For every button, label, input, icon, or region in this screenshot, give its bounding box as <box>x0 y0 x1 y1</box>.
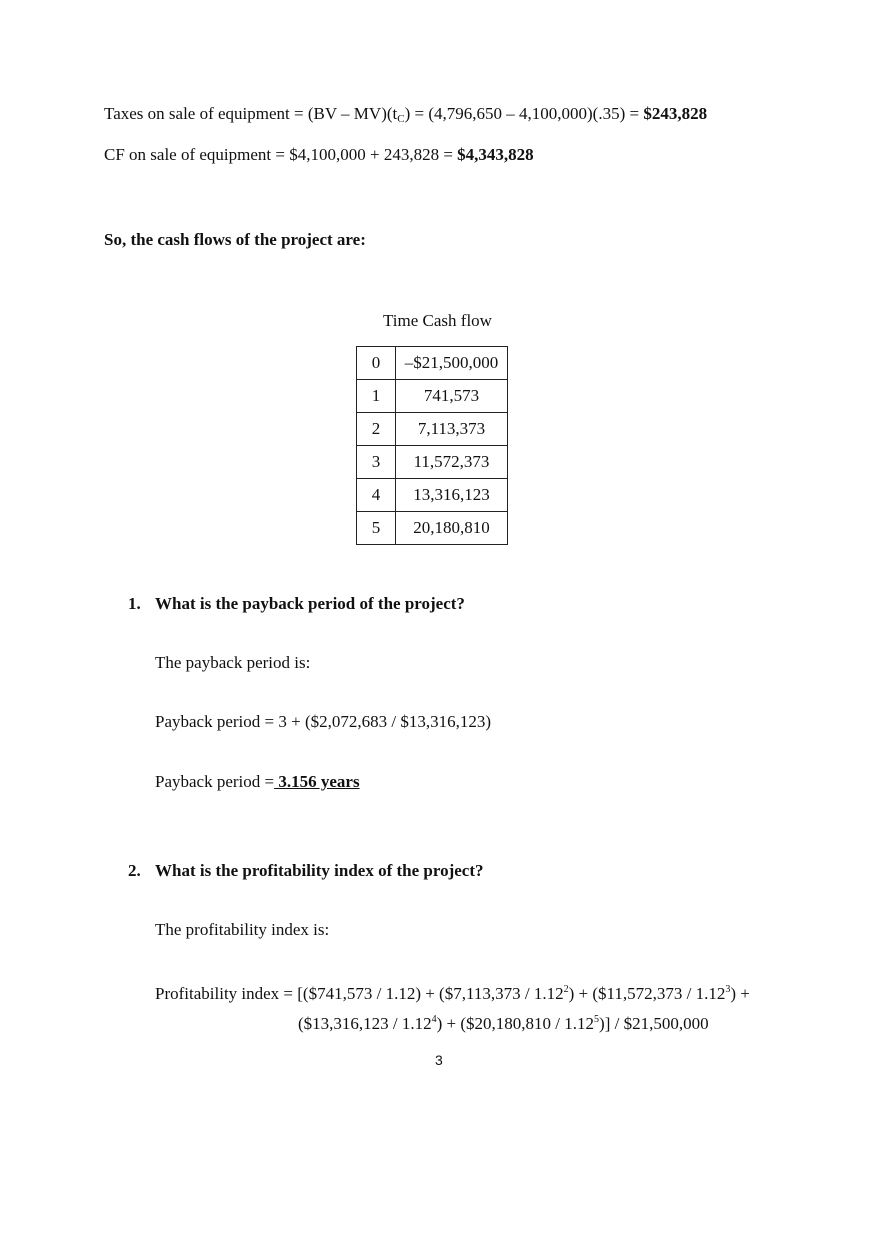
cf-sale-text: CF on sale of equipment = $4,100,000 + 243,828 = <box>104 145 458 164</box>
q2-formula-line2 <box>298 1010 709 1034</box>
q1-answer <box>155 772 360 792</box>
tax-rate-subscript: C <box>397 113 405 125</box>
cf-on-sale-line <box>104 145 534 165</box>
q2-number-text: 2. <box>128 861 141 880</box>
q2-f2-exp-a: 4 <box>431 1014 437 1025</box>
q2-f1-part-b: ) + ($11,572,373 / 1.12 <box>568 984 726 1003</box>
q2-question <box>155 861 484 881</box>
cash-flow-cell: –$21,500,000 <box>396 347 508 380</box>
table-row <box>357 413 508 446</box>
table-row <box>357 479 508 512</box>
cash-flow-cell: 7,113,373 <box>396 413 508 446</box>
q1-formula: Payback period = 3 + ($2,072,683 / $13,316,123) <box>155 712 491 731</box>
cash-flows-heading <box>104 230 366 250</box>
time-cell: 4 <box>357 479 396 512</box>
table-row <box>357 380 508 413</box>
taxes-formula: ) = (4,796,650 – 4,100,000)(.35) = <box>404 104 644 123</box>
q2-f1-exp-b: 3 <box>725 984 731 995</box>
q1-number-text: 1. <box>128 594 141 613</box>
time-cell: 2 <box>357 413 396 446</box>
q2-f2-part-a: ($13,316,123 / 1.12 <box>298 1014 432 1033</box>
table-row <box>357 446 508 479</box>
taxes-on-sale-line <box>104 104 707 129</box>
cash-flow-cell: 13,316,123 <box>396 479 508 512</box>
time-cell: 0 <box>357 347 396 380</box>
cash-flow-cell: 20,180,810 <box>396 512 508 545</box>
q2-f1-exp-a: 2 <box>563 984 569 995</box>
q1-number <box>128 594 141 614</box>
taxes-result: $243,828 <box>643 104 708 123</box>
q2-f2-part-b: ) + ($20,180,810 / 1.12 <box>436 1014 595 1033</box>
q2-intro: The profitability index is: <box>155 920 330 939</box>
cash-flow-cell: 741,573 <box>396 380 508 413</box>
q2-question-text: What is the profitability index of the project? <box>155 861 484 880</box>
time-cell: 3 <box>357 446 396 479</box>
time-cell: 5 <box>357 512 396 545</box>
q2-formula-line1 <box>155 980 750 1004</box>
q2-f1-part-c: ) + <box>730 984 750 1003</box>
q1-answer-label: Payback period = <box>155 772 275 791</box>
q2-f2-part-c: )] / $21,500,000 <box>599 1014 709 1033</box>
q2-number <box>128 861 141 881</box>
q2-f1-part-a: Profitability index = [($741,573 / 1.12) + ($7,113,373 / 1.12 <box>155 984 564 1003</box>
time-cell: 1 <box>357 380 396 413</box>
q1-question-text: What is the payback period of the project? <box>155 594 465 613</box>
table-header: Time Cash flow <box>383 311 492 330</box>
cash-flow-table <box>356 346 508 545</box>
cf-sale-result: $4,343,828 <box>457 145 534 164</box>
taxes-label: Taxes on sale of equipment = (BV – MV)(t <box>104 104 398 123</box>
cash-flows-heading-text: So, the cash flows of the project are: <box>104 230 366 249</box>
table-row <box>357 512 508 545</box>
q1-intro: The payback period is: <box>155 653 311 672</box>
q1-question <box>155 594 465 614</box>
q1-answer-value: 3.156 years <box>274 772 360 791</box>
cash-flow-cell: 11,572,373 <box>396 446 508 479</box>
q2-f2-exp-b: 5 <box>594 1014 600 1025</box>
page-number: 3 <box>435 1052 443 1068</box>
table-row <box>357 347 508 380</box>
